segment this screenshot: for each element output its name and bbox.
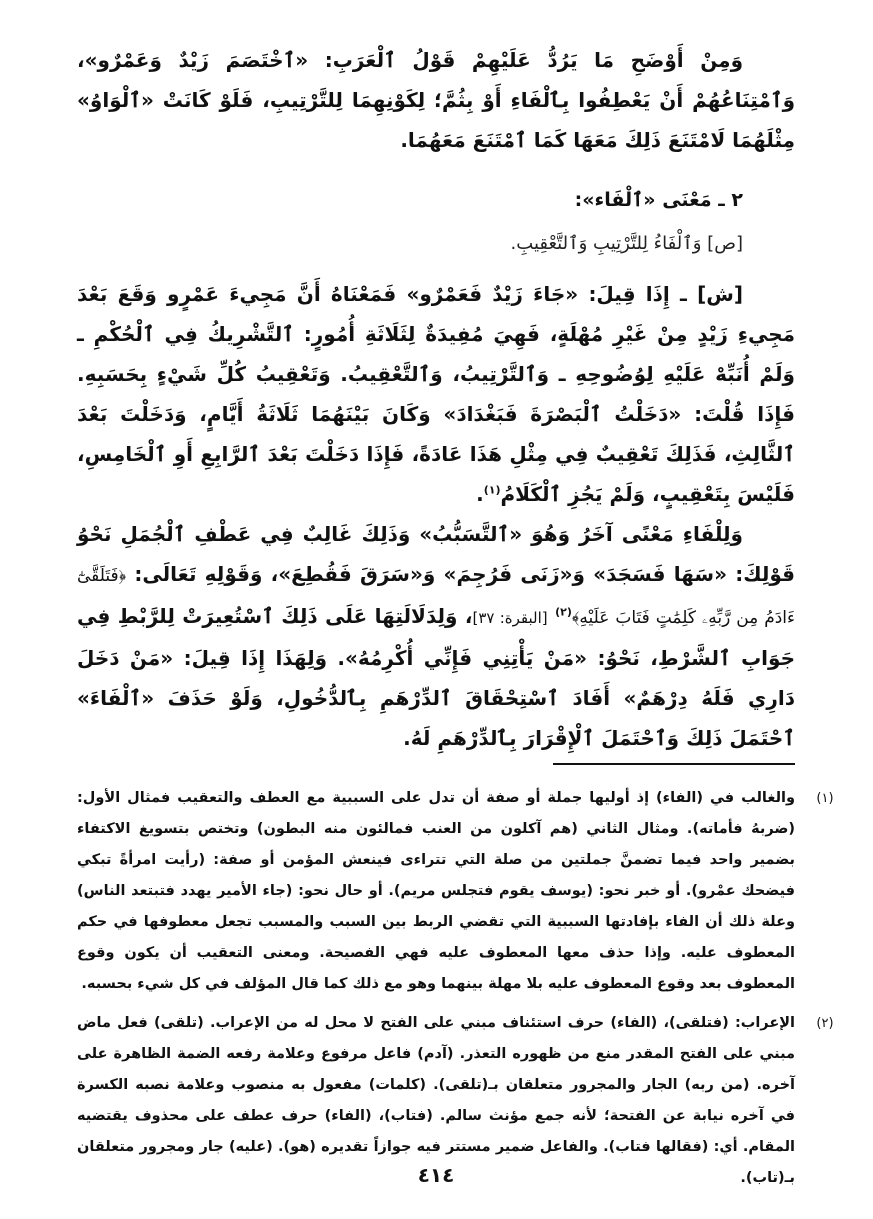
footnote-number: (٢) [816,1016,834,1031]
tasabbub-paragraph [77,514,795,758]
quran-verse: ﴿فَتَلَقَّىٰٓ ءَادَمُ مِن رَّبِّهِۦ كَلِمَٰتٍ فَتَابَ عَلَيْهِ﴾ [77,566,796,628]
paragraph-text-a: وَلِلْفَاءِ مَعْنًى آخَرُ وَهُوَ «ٱلتَّسَبُّبُ» وَذَلِكَ غَالِبٌ فِي عَطْفِ ٱلْجُمَلِ نَحْوُ قَوْلِكَ: «سَهَا فَسَجَدَ» وَ«زَنَى فَرُجِمَ» وَ«سَرَقَ فَقُطِعَ»، وَقَوْلِهِ تَعَالَى: [77,522,795,586]
footnote-number: (١) [816,791,834,806]
paragraph-intro: وَمِنْ أَوْضَحِ مَا يَرُدُّ عَلَيْهِمْ قَوْلُ ٱلْعَرَبِ: «ٱخْتَصَمَ زَيْدٌ وَعَمْرٌو»، وَٱمْتِنَاعُهُمْ أَنْ يَعْطِفُوا بِٱلْفَاءِ أَوْ بِثُمَّ؛ لِكَوْنِهِمَا لِلتَّرْتِيبِ، فَلَوْ كَانَتْ «ٱلْوَاوُ» مِثْلَهُمَا لَامْتَنَعَ ذَلِكَ مَعَهَا كَمَا ٱمْتَنَعَ مَعَهُمَا. [77,48,795,152]
page-number: ٤١٤ [417,1163,455,1187]
footnote-1 [77,783,834,1000]
matn-text: [ص] وَٱلْفَاءُ لِلتَّرْتِيبِ وَٱلتَّعْقِيبِ. [510,233,743,254]
sharh-paragraph [77,274,795,514]
footnotes [77,783,834,1202]
footnote-ref-2[interactable]: (٢) [555,605,572,619]
footnote-text: الإعراب: (فتلقى)، (الفاء) حرف استئناف مبني على الفتح لا محل له من الإعراب. (تلقى) فعل ماض مبني على الفتح المقدر منع من ظهوره التعذر. (آدم) فاعل مرفوع وعلامة رفعه الضمة الظاهرة على آخره. (من ربه) الجار والمجرور متعلقان بـ(تلقى). (كلمات) مفعول به منصوب وعلامة نصبه الكسرة في آخره نيابة عن الفتحة؛ لأنه جمع مؤنث سالم. (فتاب)، (الفاء) حرف عطف على محذوف يقتضيه المقام. أي: (فقالها فتاب). والفاعل ضمير مستتر فيه جوازاً تقديره (هو). (عليه) جار ومجرور متعلقان بـ(تاب). [77,1015,795,1186]
paragraph-text-b: ، وَلِدَلَالَتِهَا عَلَى ذَلِكَ ٱسْتُعِيرَتْ لِلرَّبْطِ فِي جَوَابِ ٱلشَّرْطِ، نَحْوُ: «مَنْ يَأْتِنِي فَإِنِّي أُكْرِمُهُ». وَلِهَذَا إِذَا قِيلَ: «مَنْ دَخَلَ دَارِي فَلَهُ دِرْهَمٌ» أَفَادَ ٱسْتِحْقَاقَ ٱلدِّرْهَمِ بِٱلدُّخُولِ، وَلَوْ حَذَفَ «ٱلْفَاءَ» ٱحْتَمَلَ ذَلِكَ وَٱحْتَمَلَ ٱلْإِقْرَارَ بِٱلدِّرْهَمِ لَهُ. [77,604,795,750]
section-heading: ٢ ـ مَعْنَى «ٱلْفَاء»: [574,189,743,211]
book-page [77,0,834,1219]
sharh-text: [ش] ـ إِذَا قِيلَ: «جَاءَ زَيْدٌ فَعَمْرٌو» فَمَعْنَاهُ أَنَّ مَجِيءَ عَمْرٍو وَقَعَ بَعْدَ مَجِيءِ زَيْدٍ مِنْ غَيْرِ مُهْلَةٍ، فَهِيَ مُفِيدَةٌ لِثَلَاثَةِ أُمُورٍ: ٱلتَّشْرِيكُ فِي ٱلْحُكْمِ ـ وَلَمْ أُنَبِّهْ عَلَيْهِ لِوُضُوحِهِ ـ وَٱلتَّرْتِيبُ، وَٱلتَّعْقِيبُ. وَتَعْقِيبُ كُلِّ شَيْءٍ بِحَسَبِهِ. فَإِذَا قُلْتَ: «دَخَلْتُ ٱلْبَصْرَةَ فَبَغْدَادَ» وَكَانَ بَيْنَهُمَا ثَلَاثَةُ أَيَّامٍ، وَدَخَلْتَ بَعْدَ ٱلثَّالِثِ، فَذَلِكَ تَعْقِيبٌ فِي مِثْلِ هَذَا عَادَةً، فَإِذَا دَخَلْتَ بَعْدَ ٱلرَّابِعِ أَوِ ٱلْخَامِسِ، فَلَيْسَ بِتَعْقِيبٍ، وَلَمْ يَجُزِ ٱلْكَلَامُ [77,282,795,506]
footnote-text: والغالب في (الفاء) إذ أوليها جملة أو صفة أن تدل على السببية مع العطف والتعقيب فمثال الأول: (ضربهُ فأماته). ومثال الثاني (هم آكلون من العنب فمالئون منه البطون) وتختص بتسويغ الاكتفاء بضمير واحد فيما تضمنَّ جملتين من صلة التي تتراءى فينعش المؤمن أو صفة: (رأيت امرأةً تبكي فيضحك عمْرو). أو خبر نحو: (يوسف يقوم فتجلس مريم). أو حال نحو: (جاء الأمير يهدد فتبتعد الناس) وعلة ذلك أن الفاء بإفادتها السببية التي تقضي الربط بين السبب والمسبب تجعل معطوفها في حكم المعطوف عليه. وإذا حذف معها المعطوف عليه فهي الفصيحة. ومعنى التعقيب أن يكون وقوع المعطوف بعد وقوع المعطوف عليه بلا مهلة بينهما وهو مع ذلك كما قال المؤلف في كل شيء بحسبه. [77,790,795,992]
main-text-body [77,40,795,758]
footnote-separator [553,763,795,765]
sharh-end: . [476,482,484,506]
verse-citation: [البقرة: ٣٧] [472,609,548,627]
footnote-ref-1[interactable]: (١) [483,483,501,497]
